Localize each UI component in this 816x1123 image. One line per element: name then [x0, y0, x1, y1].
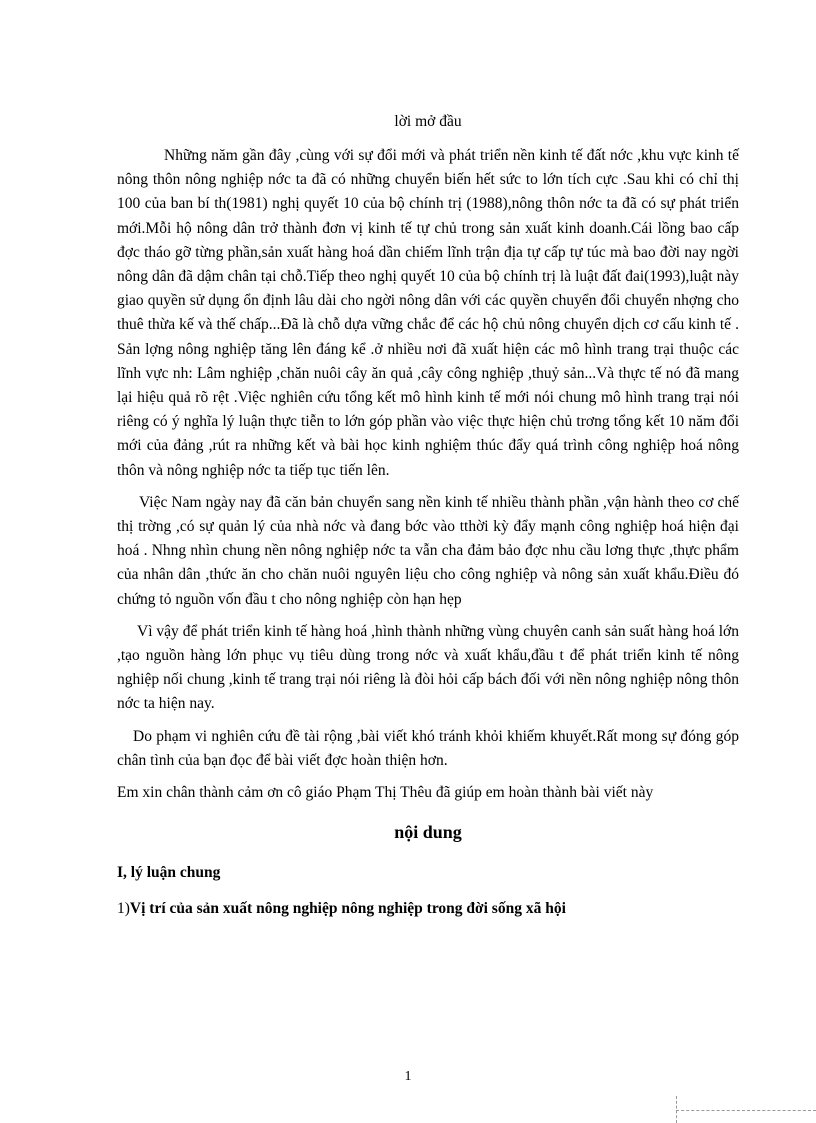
- subheading-theory: [117, 861, 739, 885]
- paragraph-thanks: Em xin chân thành cảm ơn cô giáo Phạm Thị Thêu đã giúp em hoàn thành bài viết này: [117, 784, 654, 802]
- paragraph-development: Vì vậy để phát triển kinh tế hàng hoá ,hình thành những vùng chuyên canh sản suất hàng hoá lớn ,tạo nguồn hàng lớn phục vụ tiêu dùng trong nớc và xuất khẩu,đầu t để phát triển kinh tế nông nghiệp nối chung ,kinh tế trang trại nói riêng là đòi hỏi cấp bách đối với nền nông nghiệp nông thôn nớc ta hiện nay.: [117, 622, 739, 713]
- subheading-theory-text: I, lý luận chung: [117, 864, 221, 882]
- paragraph-scope: Do phạm vi nghiên cứu đề tài rộng ,bài viết khó tránh khỏi khiếm khuyết.Rất mong sự đóng góp chân tình của bạn đọc để bài viết đợc hoàn thiện hơn.: [117, 727, 739, 769]
- subheading-position-text: Vị trí của sản xuất nông nghiệp nông nghiệp trong đời sống xã hội: [129, 900, 566, 918]
- page-corner-guide-horizontal: [676, 1110, 816, 1111]
- page-corner-guide-vertical: [676, 1096, 677, 1123]
- paragraph-intro: Những năm gần đây ,cùng với sự đổi mới và phát triển nền kinh tế đất nớc ,khu vực kinh tế nông thôn nông nghiệp nớc ta đã có những chuyển biến hết sức to lớn tích cực .Sau khi có chỉ thị 100 của ban bí th(1981) nghị quyết 10 của bộ chính trị (1988),nông thôn nớc ta đã có sự phát triển mới.Mỗi hộ nông dân trở thành đơn vị kinh tế tự chủ trong sản xuất kinh doanh.Cái lồng bao cấp đợc tháo gỡ từng phần,sản xuất hàng hoá dần chiếm lĩnh trận địa tự cấp tự túc mà bao đời nay ngời nông dân đã dậm chân tại chỗ.Tiếp theo nghị quyết 10 của bộ chính trị là luật đất đai(1993),luật này giao quyền sử dụng ổn định lâu dài cho ngời nông dân với các quyền chuyển đổi chuyển nhợng cho thuê thừa kế và thế chấp...Đã là chỗ dựa vững chắc để các hộ chủ nông chuyển dịch cơ cấu kinh tế . Sản lợng nông nghiệp tăng lên đáng kể .ở nhiều nơi đã xuất hiện các mô hình trang trại thuộc các lĩnh vực nh: Lâm nghiệp ,chăn nuôi cây ăn quả ,cây công nghiệp ,thuỷ sản...Và thực tế nó đã mang lại hiệu quả rõ rệt .Việc nghiên cứu tổng kết mô hình kinh tế mới nói chung mô hình trang trại nói riêng có ý nghĩa lý luận thực tiễn to lớn góp phần vào việc thực hiện chủ trơng tổng kết 10 năm đổi mới của đảng ,rút ra những kết và bài học kinh nghiệm thúc đẩy quá trình công nghiệp hoá nông thôn và nông nghiệp nớc ta tiếp tục tiến lên.: [117, 147, 739, 479]
- subheading-position: [117, 897, 739, 921]
- document-title: lời mở đầu: [394, 113, 462, 130]
- subheading-position-number: 1): [117, 900, 130, 918]
- page-number: 1: [404, 1069, 412, 1084]
- paragraph-vietnam-economy: Việc Nam ngày nay đã căn bản chuyển sang nền kinh tế nhiều thành phần ,vận hành theo cơ chế thị trờng ,có sự quản lý của nhà nớc và đang bớc vào tthời kỳ đẩy mạnh công nghiệp hoá hiện đại hoá . Nhng nhìn chung nền nông nghiệp nớc ta vẫn cha đảm bảo đợc nhu cầu lơng thực ,thực phẩm của nhân dân ,thức ăn cho chăn nuôi nguyên liệu cho công nghiệp và nông sản xuất khẩu.Điều đó chứng tỏ nguồn vốn đầu t cho nông nghiệp còn hạn hẹp: [117, 493, 739, 608]
- document-page: [117, 110, 739, 933]
- section-heading: nội dung: [394, 822, 462, 843]
